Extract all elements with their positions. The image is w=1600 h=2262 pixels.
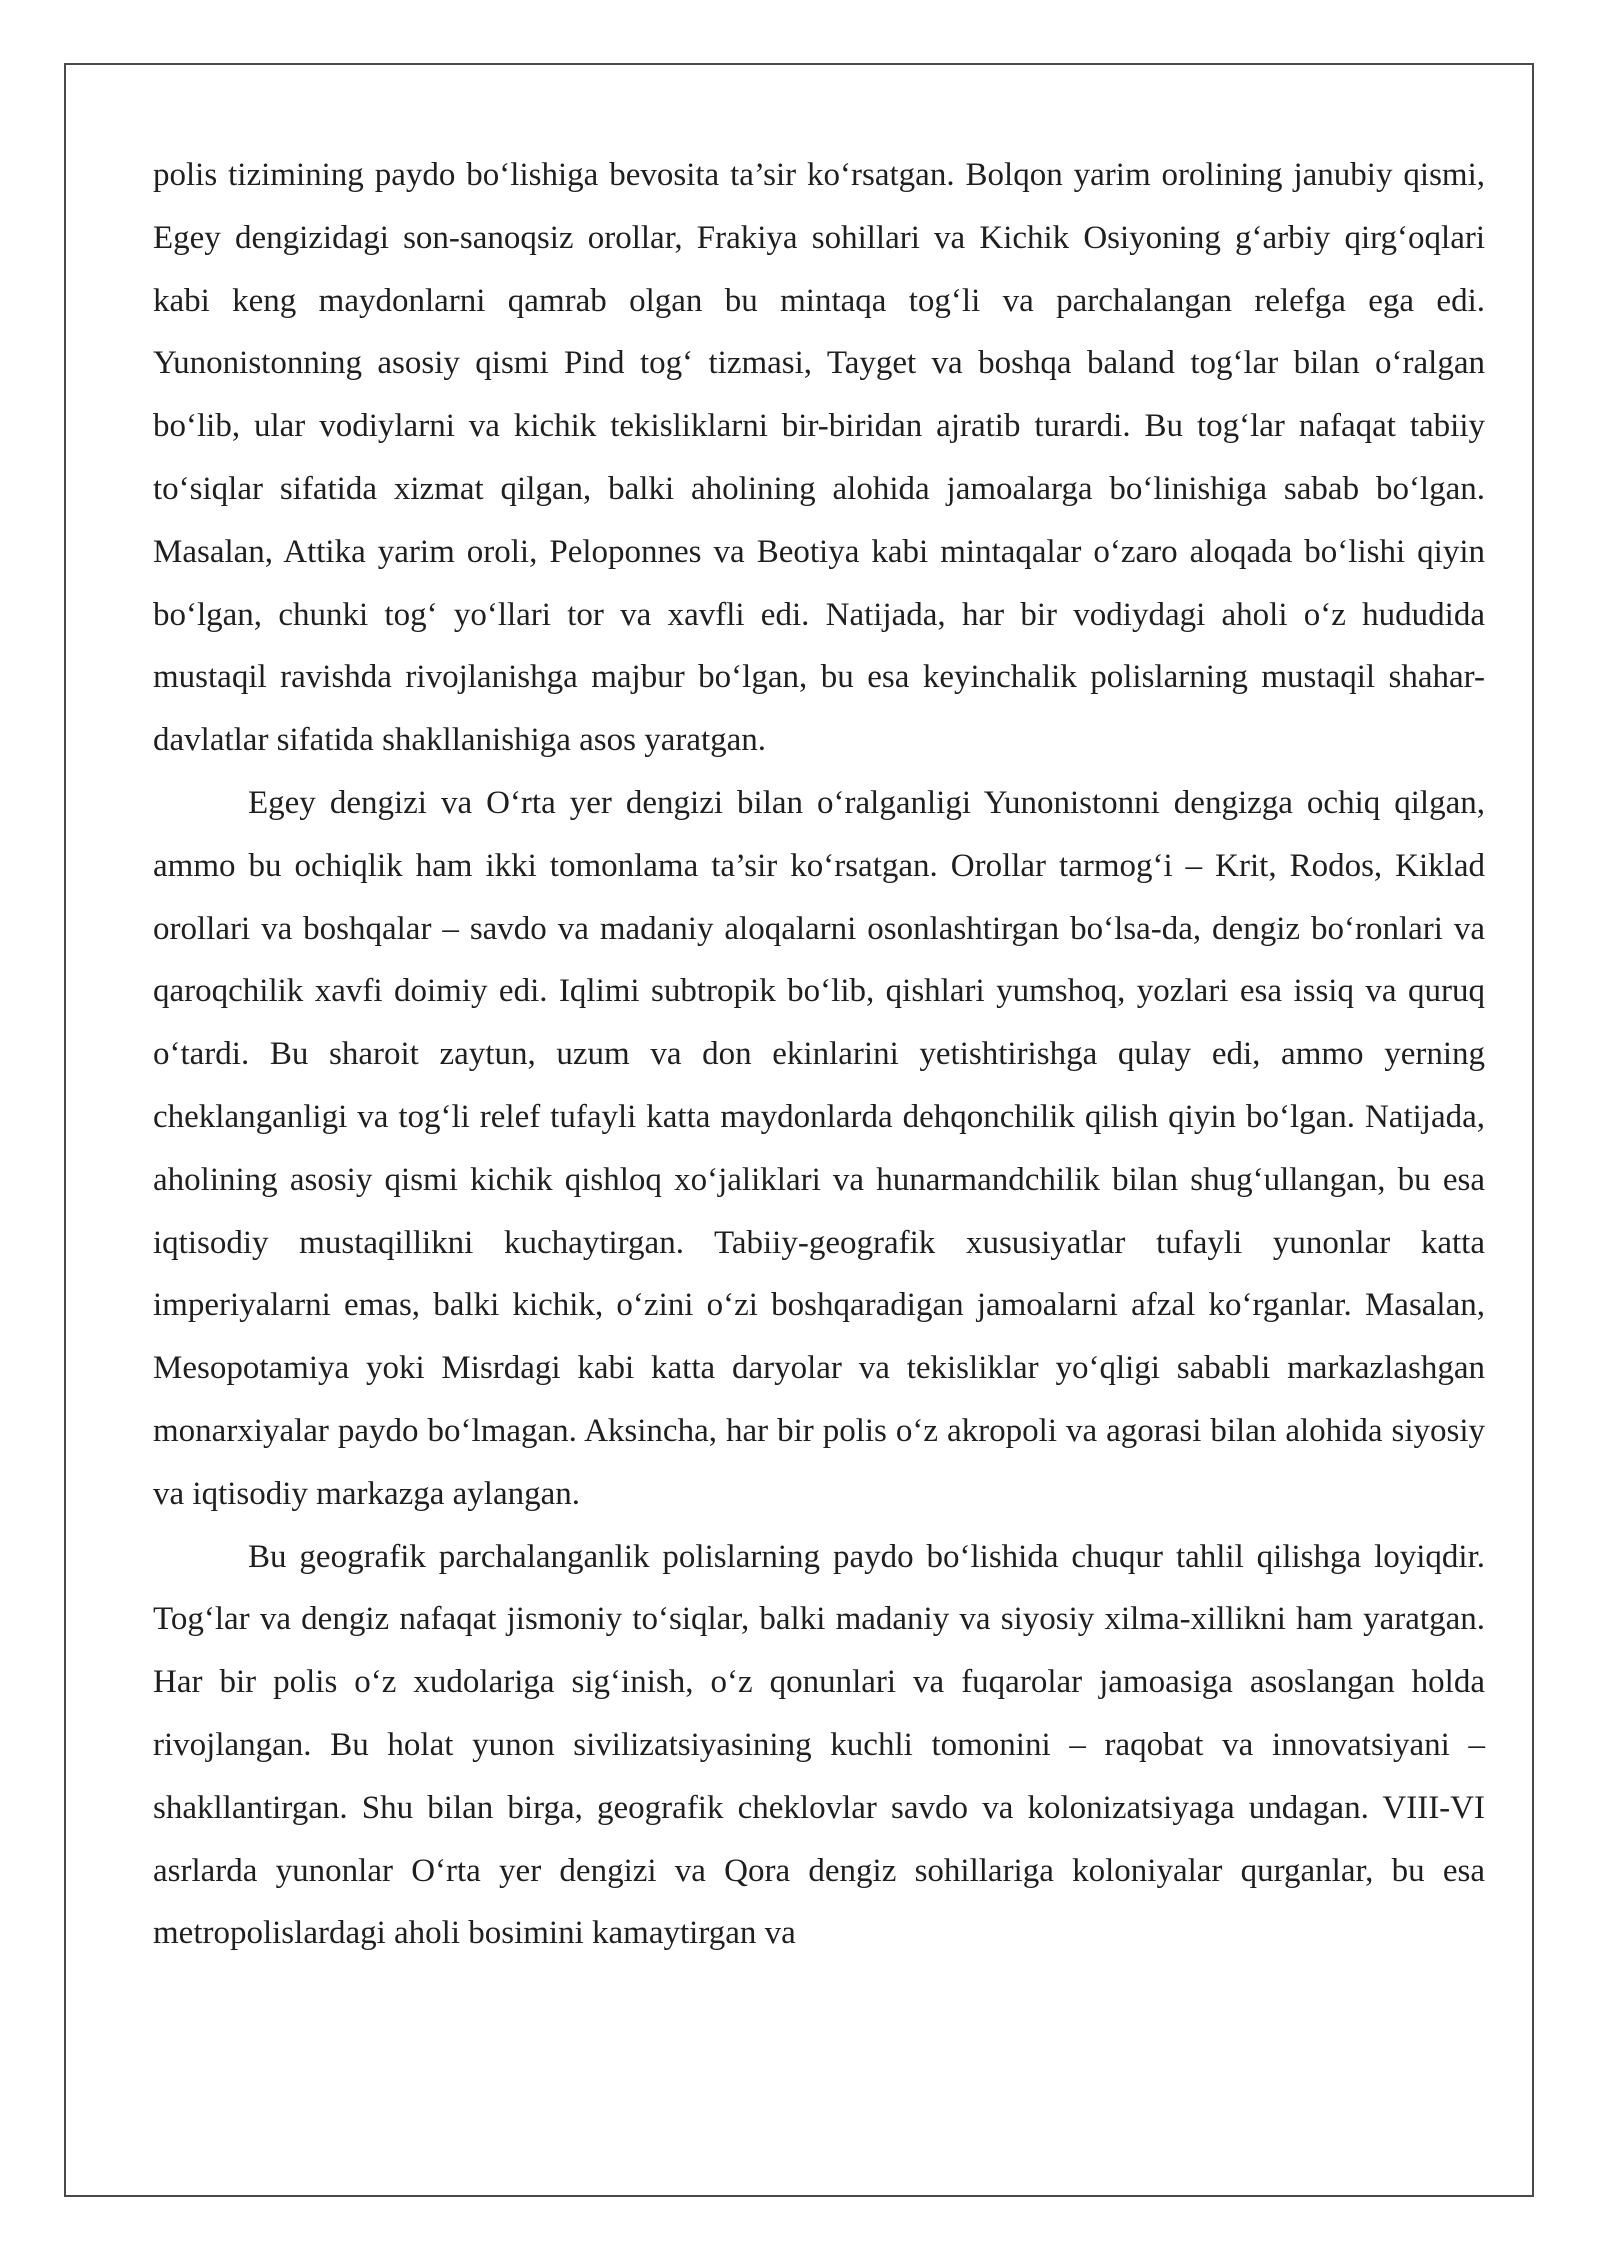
paragraph-1: polis tizimining paydo bo‘lishiga bevosita ta’sir ko‘rsatgan. Bolqon yarim orolining janubiy qismi, Egey dengizidagi son-sanoqsiz orollar, Frakiya sohillari va Kichik Osiyoning g‘arbiy qirg‘oqlari kabi keng maydonlarni qamrab olgan bu mintaqa tog‘li va parchalangan relefga ega edi. Yunonistonning asosiy qismi Pind tog‘ tizmasi, Tayget va boshqa baland tog‘lar bilan o‘ralgan bo‘lib, ular vodiylarni va kichik tekisliklarni bir-biridan ajratib turardi. Bu tog‘lar nafaqat tabiiy to‘siqlar sifatida xizmat qilgan, balki aholining alohida jamoalarga bo‘linishiga sabab bo‘lgan. Masalan, Attika yarim oroli, Peloponnes va Beotiya kabi mintaqalar o‘zaro aloqada bo‘lishi qiyin bo‘lgan, chunki tog‘ yo‘llari tor va xavfli edi. Natijada, har bir vodiydagi aholi o‘z hududida mustaqil ravishda rivojlanishga majbur bo‘lgan, bu esa keyinchalik polislarning mustaqil shahar-davlatlar sifatida shakllanishiga asos yaratgan.: [153, 157, 1485, 759]
paragraph-2: Egey dengizi va O‘rta yer dengizi bilan o‘ralganligi Yunonistonni dengizga ochiq qilgan, ammo bu ochiqlik ham ikki tomonlama ta’sir ko‘rsatgan. Orollar tarmog‘i – Krit, Rodos, Kiklad orollari va boshqalar – savdo va madaniy aloqalarni osonlashtirgan bo‘lsa-da, dengiz bo‘ronlari va qaroqchilik xavfi doimiy edi. Iqlimi subtropik bo‘lib, qishlari yumshoq, yozlari esa issiq va quruq o‘tardi. Bu sharoit zaytun, uzum va don ekinlarini yetishtirishga qulay edi, ammo yerning cheklanganligi va tog‘li relef tufayli katta maydonlarda dehqonchilik qilish qiyin bo‘lgan. Natijada, aholining asosiy qismi kichik qishloq xo‘jaliklari va hunarmandchilik bilan shug‘ullangan, bu esa iqtisodiy mustaqillikni kuchaytirgan. Tabiiy-geografik xususiyatlar tufayli yunonlar katta imperiyalarni emas, balki kichik, o‘zini o‘zi boshqaradigan jamoalarni afzal ko‘rganlar. Masalan, Mesopotamiya yoki Misrdagi kabi katta daryolar va tekisliklar yo‘qligi sababli markazlashgan monarxiyalar paydo bo‘lmagan. Aksincha, har bir polis o‘z akropoli va agorasi bilan alohida siyosiy va iqtisodiy markazga aylangan.: [153, 784, 1485, 1512]
document-body: [153, 144, 1485, 1965]
paragraph-3: Bu geografik parchalanganlik polislarning paydo bo‘lishida chuqur tahlil qilishga loyiqdir. Tog‘lar va dengiz nafaqat jismoniy to‘siqlar, balki madaniy va siyosiy xilma-xillikni ham yaratgan. Har bir polis o‘z xudolariga sig‘inish, o‘z qonunlari va fuqarolar jamoasiga asoslangan holda rivojlangan. Bu holat yunon sivilizatsiyasining kuchli tomonini – raqobat va innovatsiyani – shakllantirgan. Shu bilan birga, geografik cheklovlar savdo va kolonizatsiyaga undagan. VIII-VI asrlarda yunonlar O‘rta yer dengizi va Qora dengiz sohillariga koloniyalar qurganlar, bu esa metropolislardagi aholi bosimini kamaytirgan va: [153, 1538, 1485, 1952]
